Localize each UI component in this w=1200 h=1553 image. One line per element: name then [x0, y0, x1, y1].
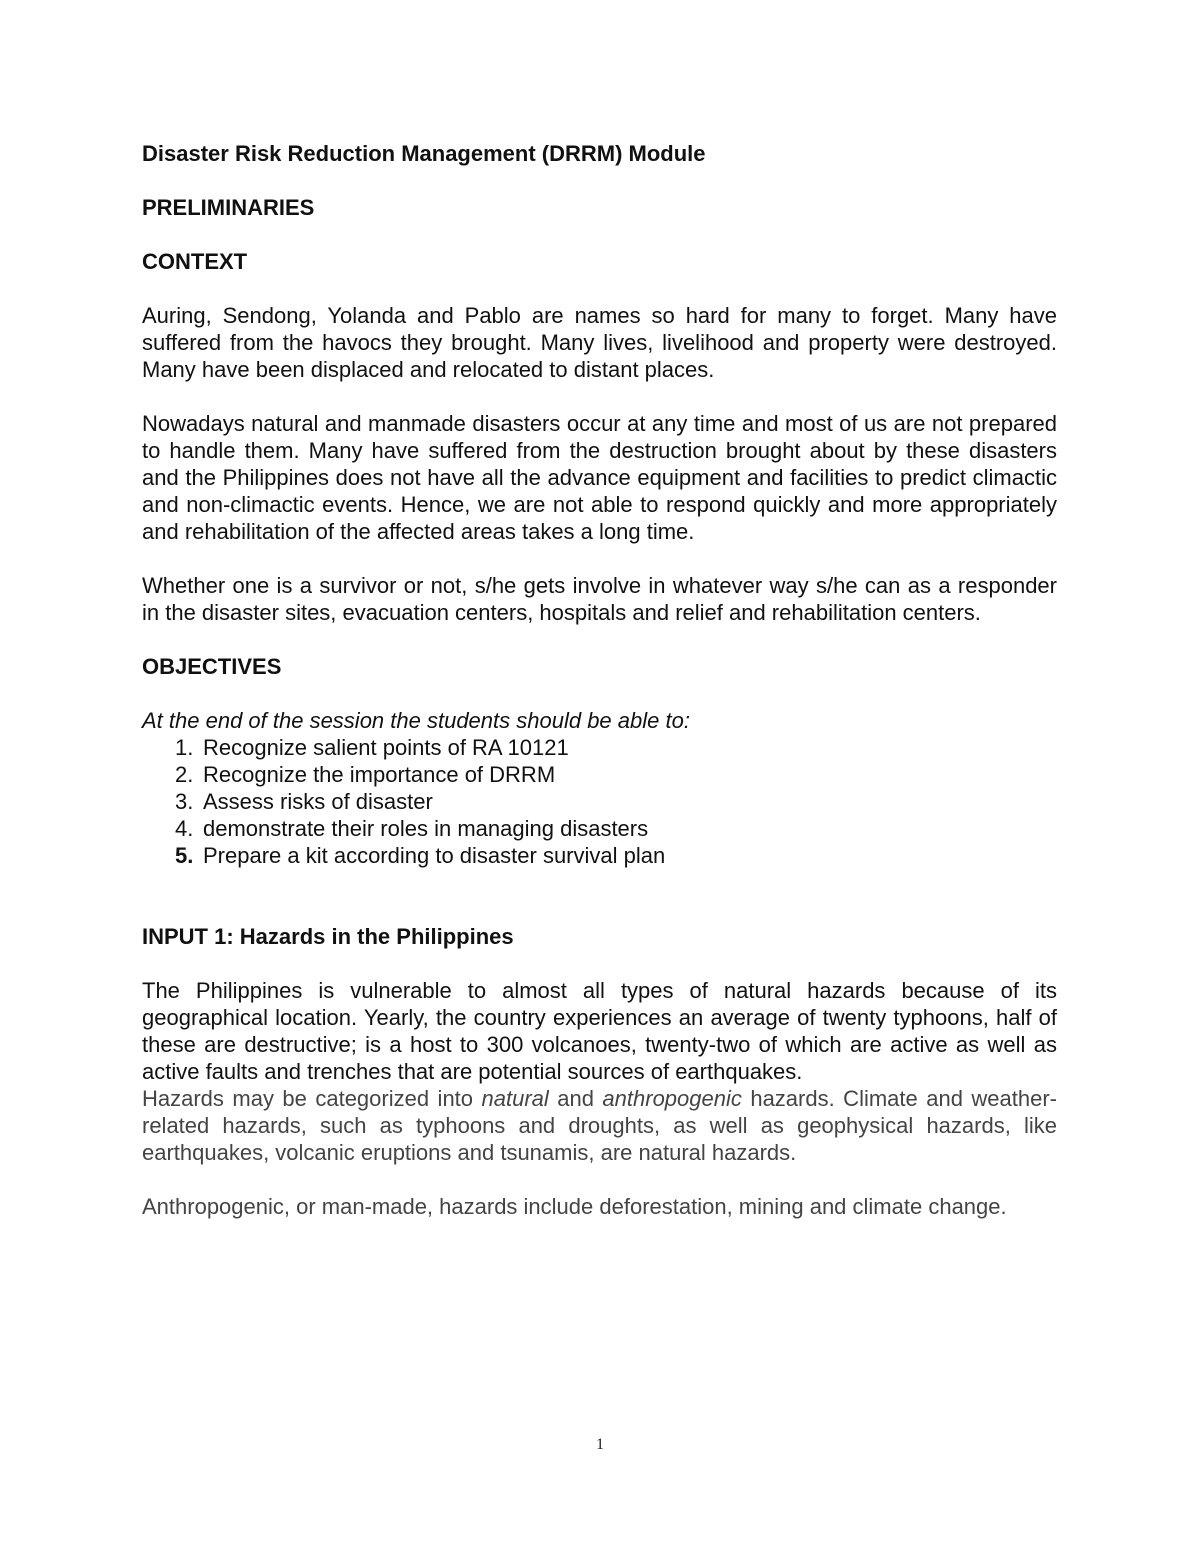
- list-item-text: demonstrate their roles in managing disasters: [203, 816, 649, 841]
- page-content: [142, 140, 1057, 1247]
- list-item: [142, 734, 1057, 761]
- hazards-term-anthropogenic: anthropogenic: [602, 1086, 742, 1111]
- list-item: [142, 761, 1057, 788]
- list-item-number: 1.: [175, 735, 194, 760]
- page-number: 1: [596, 1436, 604, 1453]
- list-item-text: Recognize the importance of DRRM: [203, 762, 556, 787]
- list-item-number: 4.: [175, 816, 194, 841]
- hazards-text-part3: hazards. Climate and weather-related hazards, such as typhoons and droughts, as well as geophysical hazards, like earthquakes, volcanic eruptions and tsunamis, are natural hazards.: [142, 1086, 1057, 1165]
- list-item-text: Prepare a kit according to disaster survival plan: [203, 843, 666, 868]
- list-item-text: Assess risks of disaster: [203, 789, 433, 814]
- context-paragraph-2: Nowadays natural and manmade disasters occur at any time and most of us are not prepared to handle them. Many have suffered from the destruction brought about by these disasters and the Philippines does not have all the advance equipment and facilities to predict climactic and non-climactic events. Hence, we are not able to respond quickly and more appropriately and rehabilitation of the affected areas takes a long time.: [142, 411, 1057, 544]
- hazards-term-natural: natural: [481, 1086, 549, 1111]
- objectives-intro: At the end of the session the students should be able to:: [142, 708, 690, 733]
- hazards-text-part1: Hazards may be categorized into: [142, 1086, 482, 1111]
- anthropogenic-paragraph: Anthropogenic, or man-made, hazards include deforestation, mining and climate change.: [142, 1194, 1007, 1219]
- document-title: Disaster Risk Reduction Management (DRRM) Module: [142, 141, 706, 166]
- hazards-text-part2: and: [548, 1086, 603, 1111]
- list-item-number: 2.: [175, 762, 194, 787]
- objectives-heading: OBJECTIVES: [142, 654, 282, 679]
- list-item-text: Recognize salient points of RA 10121: [203, 735, 569, 760]
- input1-paragraph: The Philippines is vulnerable to almost all types of natural hazards because of its geographical location. Yearly, the country experiences an average of twenty typhoons, half of these are destructive; is a host to 300 volcanoes, twenty-two of which are active as well as active faults and trenches that are potential sources of earthquakes.: [142, 978, 1057, 1084]
- preliminaries-heading: PRELIMINARIES: [142, 195, 315, 220]
- input1-heading: INPUT 1: Hazards in the Philippines: [142, 924, 514, 949]
- context-paragraph-1: Auring, Sendong, Yolanda and Pablo are names so hard for many to forget. Many have suffered from the havocs they brought. Many lives, livelihood and property were destroyed. Many have been displaced and relocated to distant places.: [142, 303, 1057, 382]
- hazards-paragraph: [142, 1085, 1057, 1166]
- list-item-number: 3.: [175, 789, 194, 814]
- list-item-number: 5.: [175, 843, 194, 868]
- list-item: [142, 842, 1057, 869]
- context-paragraph-3: Whether one is a survivor or not, s/he gets involve in whatever way s/he can as a responder in the disaster sites, evacuation centers, hospitals and relief and rehabilitation centers.: [142, 573, 1057, 625]
- objectives-list: [142, 734, 1057, 869]
- list-item: [142, 788, 1057, 815]
- list-item: [142, 815, 1057, 842]
- context-heading: CONTEXT: [142, 249, 248, 274]
